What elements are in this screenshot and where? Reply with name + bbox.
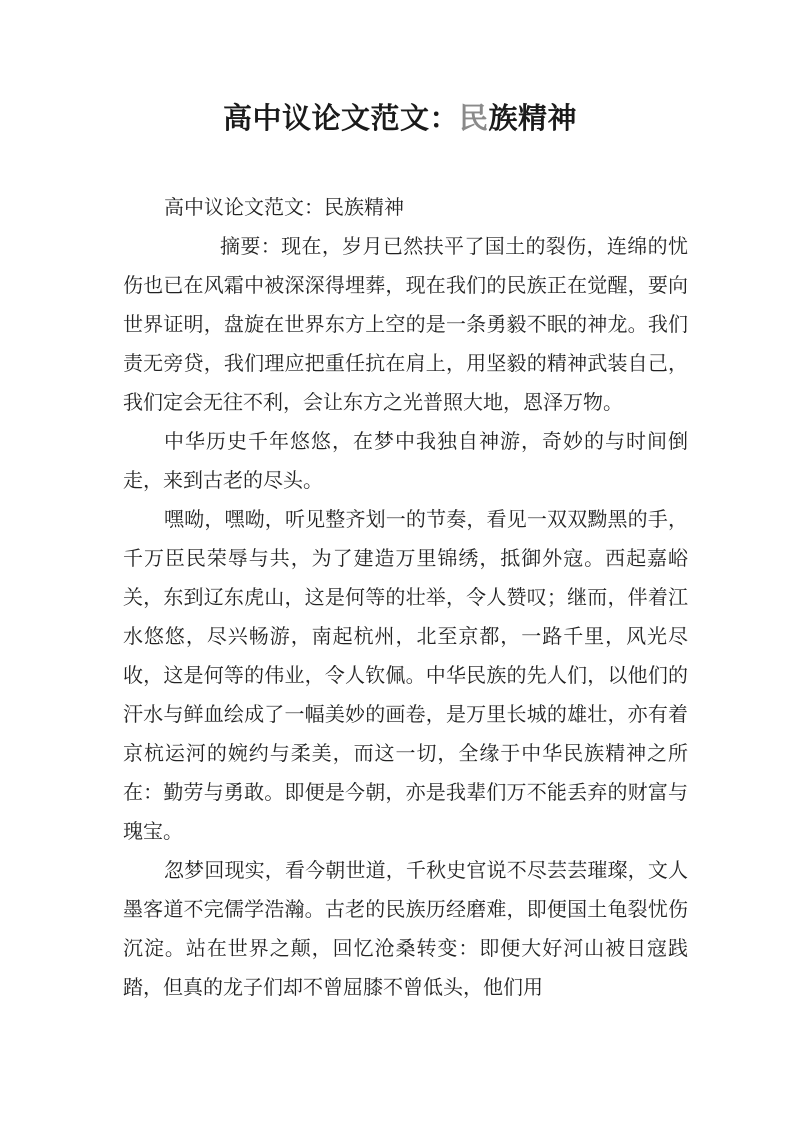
body-paragraph: 嘿呦，嘿呦，听见整齐划一的节奏，看见一双双黝黑的手，千万臣民荣辱与共，为了建造万里锦绣，抵御外寇。西起嘉峪关，东到辽东虎山，这是何等的壮举，令人赞叹；继而，伴着江水悠悠，尽兴畅游，南起杭州，北至京都，一路千里，风光尽收，这是何等的伟业，令人钦佩。中华民族的先人们，以他们的汗水与鲜血绘成了一幅美妙的画卷，是万里长城的雄壮，亦有着京杭运河的婉约与柔美，而这一切，全缘于中华民族精神之所在：勤劳与勇敢。即便是今朝，亦是我辈们万不能丢弃的财富与瑰宝。	[123, 507, 688, 843]
body-paragraph: 忽梦回现实，看今朝世道，千秋史官说不尽芸芸璀璨，文人墨客道不完儒学浩瀚。古老的民族历经磨难，即便国土龟裂忧伤沉淀。站在世界之颠，回忆沧桑转变：即便大好河山被日寇践踏，但真的龙子们却不曾屈膝不曾低头，他们用	[123, 858, 688, 999]
title-tail: 族精神	[488, 101, 578, 135]
title-faded-char: 民	[458, 101, 489, 135]
subtitle-paragraph: 高中议论文范文：民族精神	[164, 195, 404, 219]
title-lead: 高中议论文范文：	[222, 101, 459, 135]
document-title	[0, 98, 800, 138]
abstract-paragraph: 摘要：现在，岁月已然扶平了国土的裂伤，连绵的忧伤也已在风霜中被深深得埋葬，现在我们的民族正在觉醒，要向世界证明，盘旋在世界东方上空的是一条勇毅不眠的神龙。我们责无旁贷，我们理应把重任抗在肩上，用坚毅的精神武装自己，我们定会无往不利，会让东方之光普照大地，恩泽万物。	[123, 234, 688, 414]
document-body	[123, 188, 688, 1007]
body-paragraph: 中华历史千年悠悠，在梦中我独自神游，奇妙的与时间倒走，来到古老的尽头。	[123, 429, 688, 492]
